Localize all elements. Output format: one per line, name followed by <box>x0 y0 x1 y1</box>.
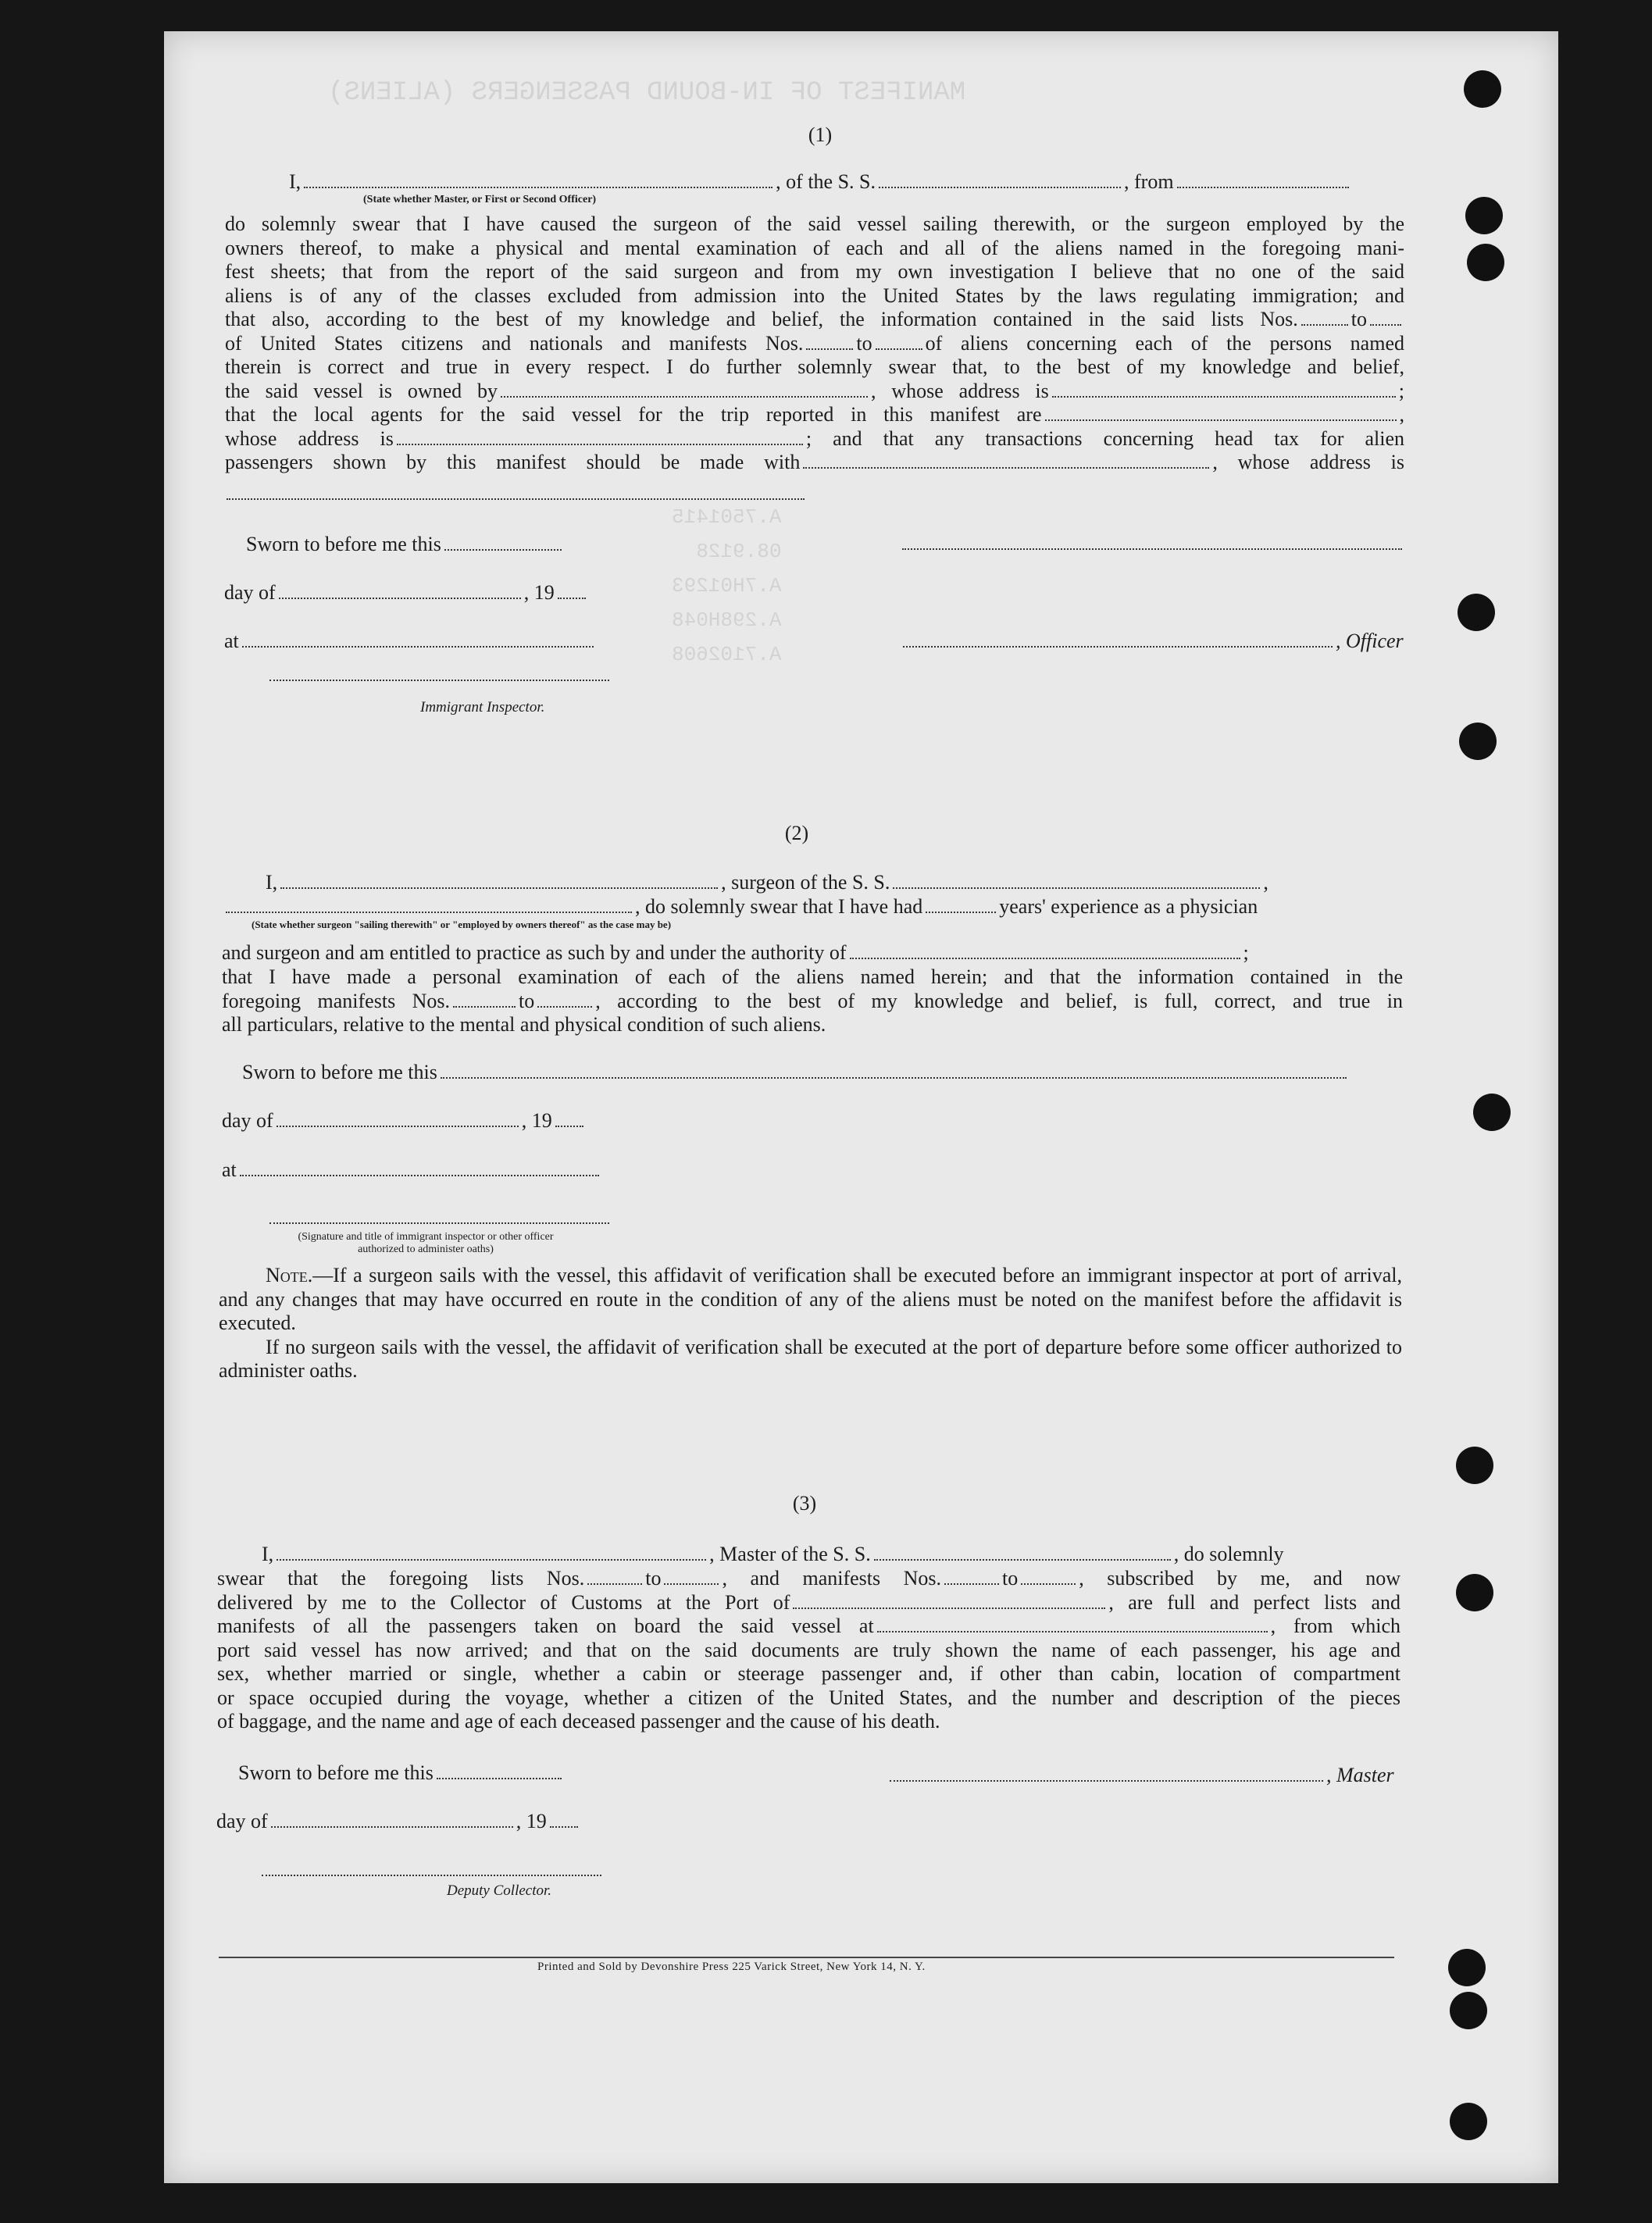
bleed-through-header: MANIFEST OF IN-BOUND PASSENGERS (ALIENS) <box>328 78 966 108</box>
surgeon-status-field[interactable] <box>226 896 632 913</box>
surgeon-manifests-to-field[interactable] <box>537 990 592 1008</box>
master-oath-opening: I, , of the S. S. , from <box>289 170 1352 194</box>
collector-sworn-date-field[interactable] <box>437 1762 562 1779</box>
inspector-signature-line[interactable] <box>269 680 609 681</box>
surgeon-officer-label: (Signature and title of immigrant inspector or other officer authorized to administer oaths) <box>298 1231 554 1255</box>
manifests-from-field[interactable] <box>806 333 853 350</box>
affidavit-1-sworn: Sworn to before me this <box>246 533 565 556</box>
footer-divider <box>219 1957 1394 1958</box>
vessel-owner-field[interactable] <box>501 380 868 398</box>
collector-lists-from-field[interactable] <box>587 1568 642 1585</box>
affidavit-3-sworn: Sworn to before me this <box>238 1761 565 1785</box>
punch-hole <box>1458 594 1495 631</box>
year-field[interactable] <box>558 582 586 599</box>
port-of-arrival-field[interactable] <box>793 1592 1105 1609</box>
affidavit-1-body: do solemnly swear that I have caused the surgeon of the said vessel sailing therewith, or the surgeon employed by the owners thereof, to make a physical and mental examination of each and all of the aliens named in the foregoing mani- fest sheets; that from the report of the said surgeon and from my own investigation I believe that no one of the said aliens is of any of the classes excluded from admission into the United States by the laws regulating immigration; and that also, according to the best of my knowledge and belief, the information contained in the said lists Nos. to of United States citizens and nationals and manifests Nos. to of aliens concerning each of the persons named therein is correct and true in every respect. I do further solemnly swear that, to the best of my knowledge and belief, the said vessel is owned by , whose address is ; that the local agents for the said vessel for the trip reported in this manifest are , whose address is ; and that any transactions concerning head tax for alien passengers shown by this manifest should be made with , whose address is <box>225 212 1404 473</box>
collector-manifests-to-field[interactable] <box>1021 1568 1076 1585</box>
punch-hole <box>1456 1447 1493 1484</box>
punch-hole <box>1465 197 1503 234</box>
master-role-note: (State whether Master, or First or Second Officer) <box>363 194 597 205</box>
agents-address-field[interactable] <box>397 428 803 445</box>
surgeon-name-field[interactable] <box>280 872 718 889</box>
punch-hole <box>1459 723 1497 760</box>
head-tax-address-field[interactable] <box>227 498 805 500</box>
surgeon-at-location-field[interactable] <box>240 1159 599 1176</box>
surgeon-vessel-field[interactable] <box>893 872 1260 889</box>
affidavit-2-at: at <box>222 1158 602 1182</box>
master-collector-opening: I, , Master of the S. S. , do solemnly <box>262 1543 1284 1565</box>
vessel-name-field[interactable] <box>879 171 1121 188</box>
punch-hole <box>1448 1949 1486 1986</box>
collector-lists-to-field[interactable] <box>664 1568 719 1585</box>
surgeon-day-of-field[interactable] <box>277 1110 519 1127</box>
punch-hole <box>1450 2103 1487 2140</box>
section-number-1: (1) <box>808 123 833 146</box>
surgeon-year-field[interactable] <box>555 1110 583 1127</box>
punch-hole <box>1450 1992 1487 2029</box>
surgeon-sworn-date-field[interactable] <box>441 1062 1347 1079</box>
affidavit-3-day-of: day of , 19 <box>216 1810 581 1833</box>
day-of-field[interactable] <box>279 582 521 599</box>
affidavit-1-officer: , Officer <box>900 630 1404 653</box>
local-agents-field[interactable] <box>1045 404 1397 421</box>
section-number-2: (2) <box>784 822 809 844</box>
collector-master-name-field[interactable] <box>277 1543 706 1561</box>
note-label: Note. <box>266 1264 313 1286</box>
affidavit-3-body: swear that the foregoing lists Nos. to , and manifests Nos. to , subscribed by me, and now delivered by me to the Collector of Customs at the Port of , are full and perfect lists and manifests of all the passengers taken on board the said vessel at , from which port said vessel has now arrived; and that on the said documents are truly shown the name of each passenger, his age and sex, whether married or single, whether a cabin or steerage passenger and, if other than cabin, location of compartment or space occupied during the voyage, whether a citizen of the United States, and the number and description of the pieces of baggage, and the name and age of each deceased passenger and the cause of his death. <box>217 1567 1401 1732</box>
collector-vessel-field[interactable] <box>874 1543 1171 1561</box>
affidavit-2-day-of: day of , 19 <box>222 1109 587 1133</box>
authority-field[interactable] <box>850 942 1240 959</box>
immigrant-inspector-label: Immigrant Inspector. <box>420 699 545 715</box>
deputy-collector-signature-line[interactable] <box>262 1875 601 1876</box>
surgeon-officer-signature-line[interactable] <box>269 1222 609 1224</box>
bleed-through-rows: A.7501415 08.9128 A.7H01293 A.298H048 A.7102608 <box>672 505 782 666</box>
punch-hole <box>1456 1574 1493 1611</box>
collector-manifests-from-field[interactable] <box>944 1568 999 1585</box>
deputy-collector-label: Deputy Collector. <box>447 1882 552 1899</box>
years-experience-field[interactable] <box>926 896 996 913</box>
embarkation-port-field[interactable] <box>877 1615 1268 1632</box>
surgeon-experience-line: , do solemnly swear that I have had years' experience as a physician <box>223 895 1258 919</box>
surgeon-status-note: (State whether surgeon "sailing therewith" or "employed by owners thereof" as the case may be) <box>252 919 672 930</box>
affidavit-1-at: at <box>224 630 597 653</box>
sworn-date-field[interactable] <box>444 533 562 551</box>
punch-hole <box>1467 244 1504 281</box>
officer-signature-field[interactable] <box>903 630 1333 648</box>
punch-hole <box>1473 1094 1511 1131</box>
at-location-field[interactable] <box>242 630 594 648</box>
affidavit-2-body: that I have made a personal examination of each of the aliens named herein; and that the information contained in the foregoing manifests Nos. to , according to the best of my knowledge and belief, is full, correct, and true in all particulars, relative to the mental and physical condition of such aliens. <box>222 965 1403 1036</box>
punch-hole <box>1464 70 1501 108</box>
printer-imprint: Printed and Sold by Devonshire Press 225 Varick Street, New York 14, N. Y. <box>537 1961 926 1973</box>
affidavit-1-day-of: day of , 19 <box>224 581 589 605</box>
collector-year-field[interactable] <box>550 1811 578 1828</box>
surgeon-authority-line: and surgeon and am entitled to practice as such by and under the authority of ; <box>222 941 1249 964</box>
manifests-to-field[interactable] <box>876 333 922 350</box>
section-number-3: (3) <box>792 1492 817 1515</box>
collector-day-of-field[interactable] <box>271 1811 513 1828</box>
master-name-field[interactable] <box>304 171 772 188</box>
affidavit-2-sworn: Sworn to before me this <box>242 1061 1350 1084</box>
master-signature-field[interactable] <box>890 1764 1323 1782</box>
affidavit-3-master: , Master <box>887 1764 1394 1787</box>
head-tax-contact-field[interactable] <box>803 451 1209 469</box>
lists-from-field[interactable] <box>1301 309 1348 326</box>
departure-port-field[interactable] <box>1177 171 1349 188</box>
verification-note: Note.—If a surgeon sails with the vessel, this affidavit of verification shall be executed before an immigrant inspector at port of arrival, and any changes that may have occurred en route in the condition of any of the aliens must be noted on the manifest before the affidavit is executed. If no surgeon sails with the vessel, the affidavit of verification shall be executed at the port of departure before some officer authorized to administer oaths. <box>219 1264 1402 1382</box>
officer-signature-top-line[interactable] <box>902 548 1402 550</box>
surgeon-manifests-from-field[interactable] <box>453 990 516 1008</box>
surgeon-oath-opening: I, , surgeon of the S. S. , <box>266 871 1268 894</box>
lists-to-field[interactable] <box>1370 309 1401 326</box>
owner-address-field[interactable] <box>1052 380 1396 398</box>
